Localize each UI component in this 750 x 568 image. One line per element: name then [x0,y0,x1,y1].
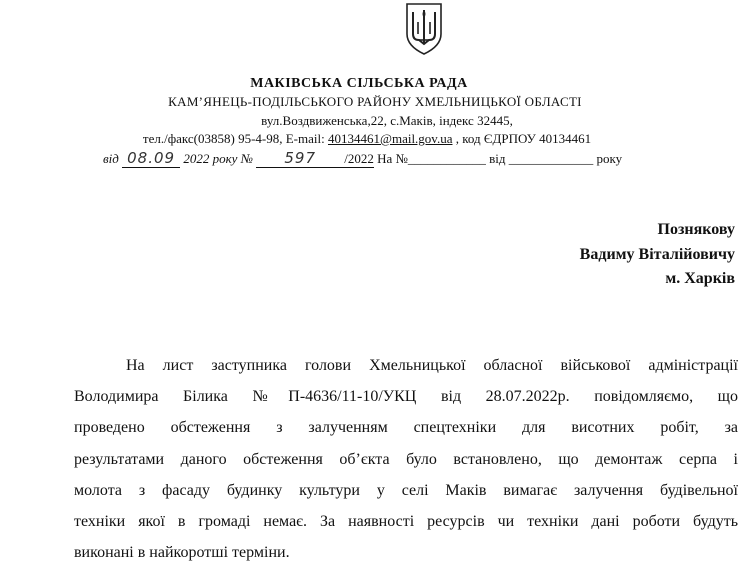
contact-line [0,131,742,147]
year-word: року [596,151,623,166]
addressee-surname: Познякову [657,221,735,238]
number-label: № [240,151,253,166]
reference-line [103,149,622,168]
from-label-2: від [489,151,506,166]
body-line: проведено обстеження з залученням спецтехніки для висотних робіт, за [74,419,738,437]
body-line: техніки якої в громаді немає. За наявності ресурсів чи техніки дані роботи будуть [74,513,738,531]
blank-date: _____________ [508,151,594,166]
email-link[interactable]: 40134461@mail.gov.ua [327,131,453,146]
body-line: На лист заступника голови Хмельницької обласної військової адміністрації [126,357,738,374]
blank-number: ____________ [407,151,486,166]
council-name: МАКІВСЬКА СІЛЬСЬКА РАДА [250,76,468,91]
body-line: Володимира Білика №П-4636/11-10/УКЦ від 28.07.2022р. повідомляємо, що [74,388,738,406]
to-label: На № [377,151,408,166]
handwritten-date: 08.09 [122,149,180,168]
handwritten-number: 597 [256,149,344,168]
street-address: вул.Воздвиженська,22, с.Маків, індекс 32445, [261,113,513,128]
addressee-name: Вадиму Віталійовичу [579,246,735,263]
trident-emblem-icon [402,0,446,56]
body-line: виконані в найкоротші терміни. [74,544,290,562]
phone-fax-text: тел./факс(03858) 95-4-98, E-mail: [142,131,328,146]
district-region: КАМ’ЯНЕЦЬ-ПОДІЛЬСЬКОГО РАЙОНУ ХМЕЛЬНИЦЬКОЇ ОБЛАСТІ [168,94,582,109]
edrpou-code-text: , код ЄДРПОУ 40134461 [452,131,592,146]
from-label: від [103,151,119,166]
number-year: /2022 [344,151,374,166]
addressee-city: м. Харків [665,270,735,287]
body-line: молота з фасаду будинку культури у селі Маків вимагає залучення будівельної [74,481,738,499]
body-line: результатами даного обстеження об’єкта було встановлено, що демонтаж серпа і [74,450,738,468]
letter-body [74,350,738,568]
year-text: 2022 року [183,151,238,166]
